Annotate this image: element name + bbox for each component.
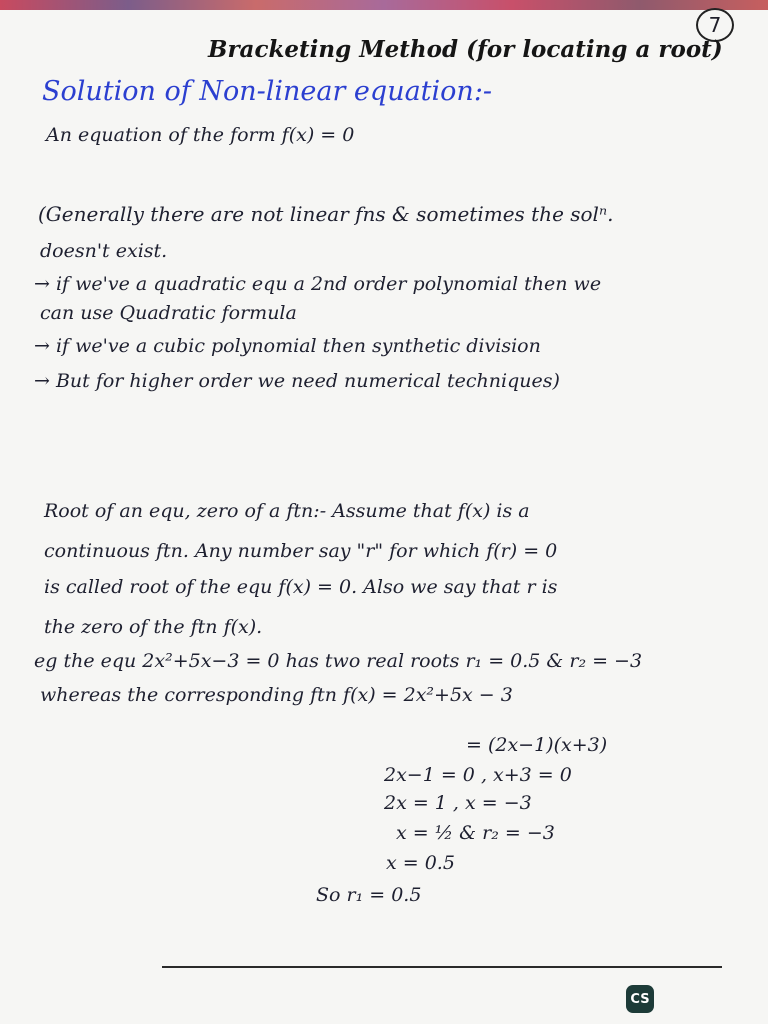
note-line: → But for higher order we need numerical techniques): [34, 370, 560, 392]
note-line: can use Quadratic formula: [40, 302, 297, 324]
note-line: → if we've a cubic polynomial then synthetic division: [34, 335, 541, 357]
note-line: eg the equ 2x²+5x−3 = 0 has two real roots r₁ = 0.5 & r₂ = −3: [34, 650, 643, 672]
note-line: = (2x−1)(x+3): [466, 734, 608, 756]
note-line: continuous ftn. Any number say "r" for which f(r) = 0: [44, 540, 558, 562]
note-line: So r₁ = 0.5: [316, 884, 422, 906]
note-line: whereas the corresponding ftn f(x) = 2x²+5x − 3: [40, 684, 513, 706]
page-number: 7: [696, 8, 734, 42]
note-line: x = 0.5: [386, 852, 455, 874]
note-line: 2x = 1 , x = −3: [384, 792, 532, 814]
note-line: Root of an equ, zero of a ftn:- Assume that f(x) is a: [44, 500, 530, 522]
page-title: Bracketing Method (for locating a root): [208, 36, 723, 63]
note-line: An equation of the form f(x) = 0: [46, 124, 355, 146]
note-line: x = ½ & r₂ = −3: [396, 822, 555, 844]
note-line: is called root of the equ f(x) = 0. Also we say that r is: [44, 576, 558, 598]
top-color-strip: [0, 0, 768, 10]
note-line: 2x−1 = 0 , x+3 = 0: [384, 764, 572, 786]
note-line: → if we've a quadratic equ a 2nd order polynomial then we: [34, 273, 602, 295]
note-line: (Generally there are not linear fns & sometimes the solⁿ.: [38, 202, 614, 226]
note-line: the zero of the ftn f(x).: [44, 616, 263, 638]
section-heading: Solution of Non-linear equation:-: [42, 76, 493, 107]
bottom-rule: [162, 966, 722, 968]
camscanner-logo: CS: [626, 985, 654, 1013]
note-line: doesn't exist.: [40, 240, 168, 262]
